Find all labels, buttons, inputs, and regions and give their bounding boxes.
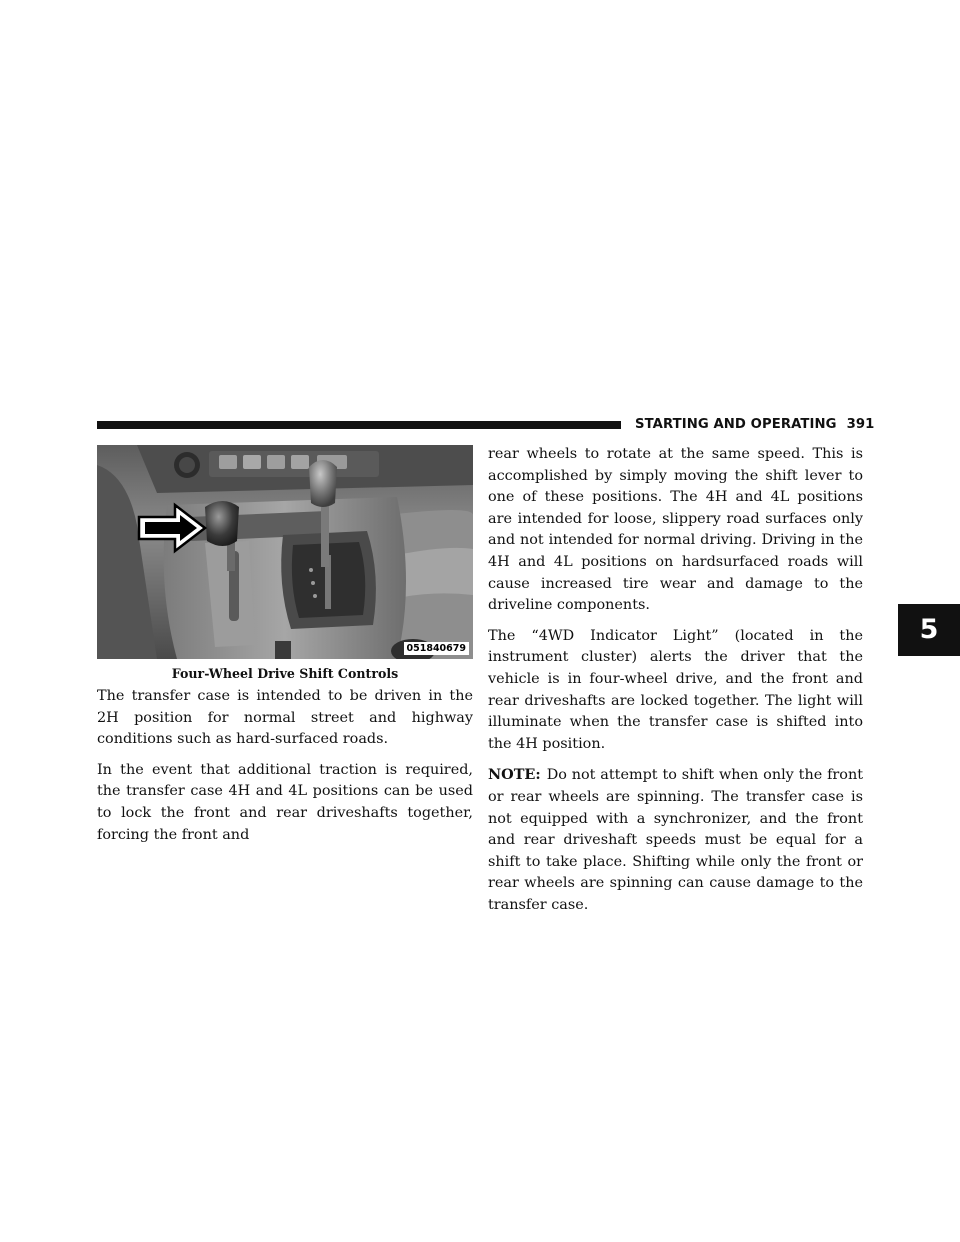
paragraph: The transfer case is intended to be driven in the 2H position for normal street and highway conditions such as hard-surfaced roads. — [97, 688, 473, 748]
note-text: Do not attempt to shift when only the front or rear wheels are spinning. The transfer case is not equipped with a synchronizer, and the front and rear driveshaft speeds must be equal for a shift to take place. Shifting while only the front or rear wheels are spinning can cause damage to the transfer case. — [488, 767, 863, 913]
image-code: 051840679 — [404, 642, 470, 655]
paragraph: rear wheels to rotate at the same speed. This is accomplished by simply moving the shift lever to one of these positions. The 4H and 4L positions are intended for loose, slippery road surfaces only and not intended for normal driving. Driving in the 4H and 4L positions on hardsurfaced roads will cause increased tire wear and damage to the driveline components. — [488, 446, 863, 614]
left-column — [97, 686, 473, 855]
figure-caption: Four-Wheel Drive Shift Controls — [171, 666, 399, 681]
chapter-tab: 5 — [898, 604, 960, 656]
page-number: 391 — [846, 417, 875, 432]
section-title: STARTING AND OPERATING — [635, 417, 837, 432]
shift-controls-illustration — [97, 445, 473, 659]
note-label: NOTE: — [488, 766, 541, 784]
paragraph: The “4WD Indicator Light” (located in the instrument cluster) alerts the driver that the vehicle is in four-wheel drive, and the front and rear driveshafts are locked together. The light will illuminate when the transfer case is shifted into the 4H position. — [488, 627, 863, 752]
running-header — [635, 416, 875, 434]
note-paragraph — [488, 764, 863, 916]
paragraph: In the event that additional traction is required, the transfer case 4H and 4L positions can be used to lock the front and rear driveshafts together, forcing the front and — [97, 761, 473, 843]
shift-controls-photo — [97, 445, 473, 659]
right-column — [488, 444, 863, 925]
header-rule — [97, 421, 621, 429]
